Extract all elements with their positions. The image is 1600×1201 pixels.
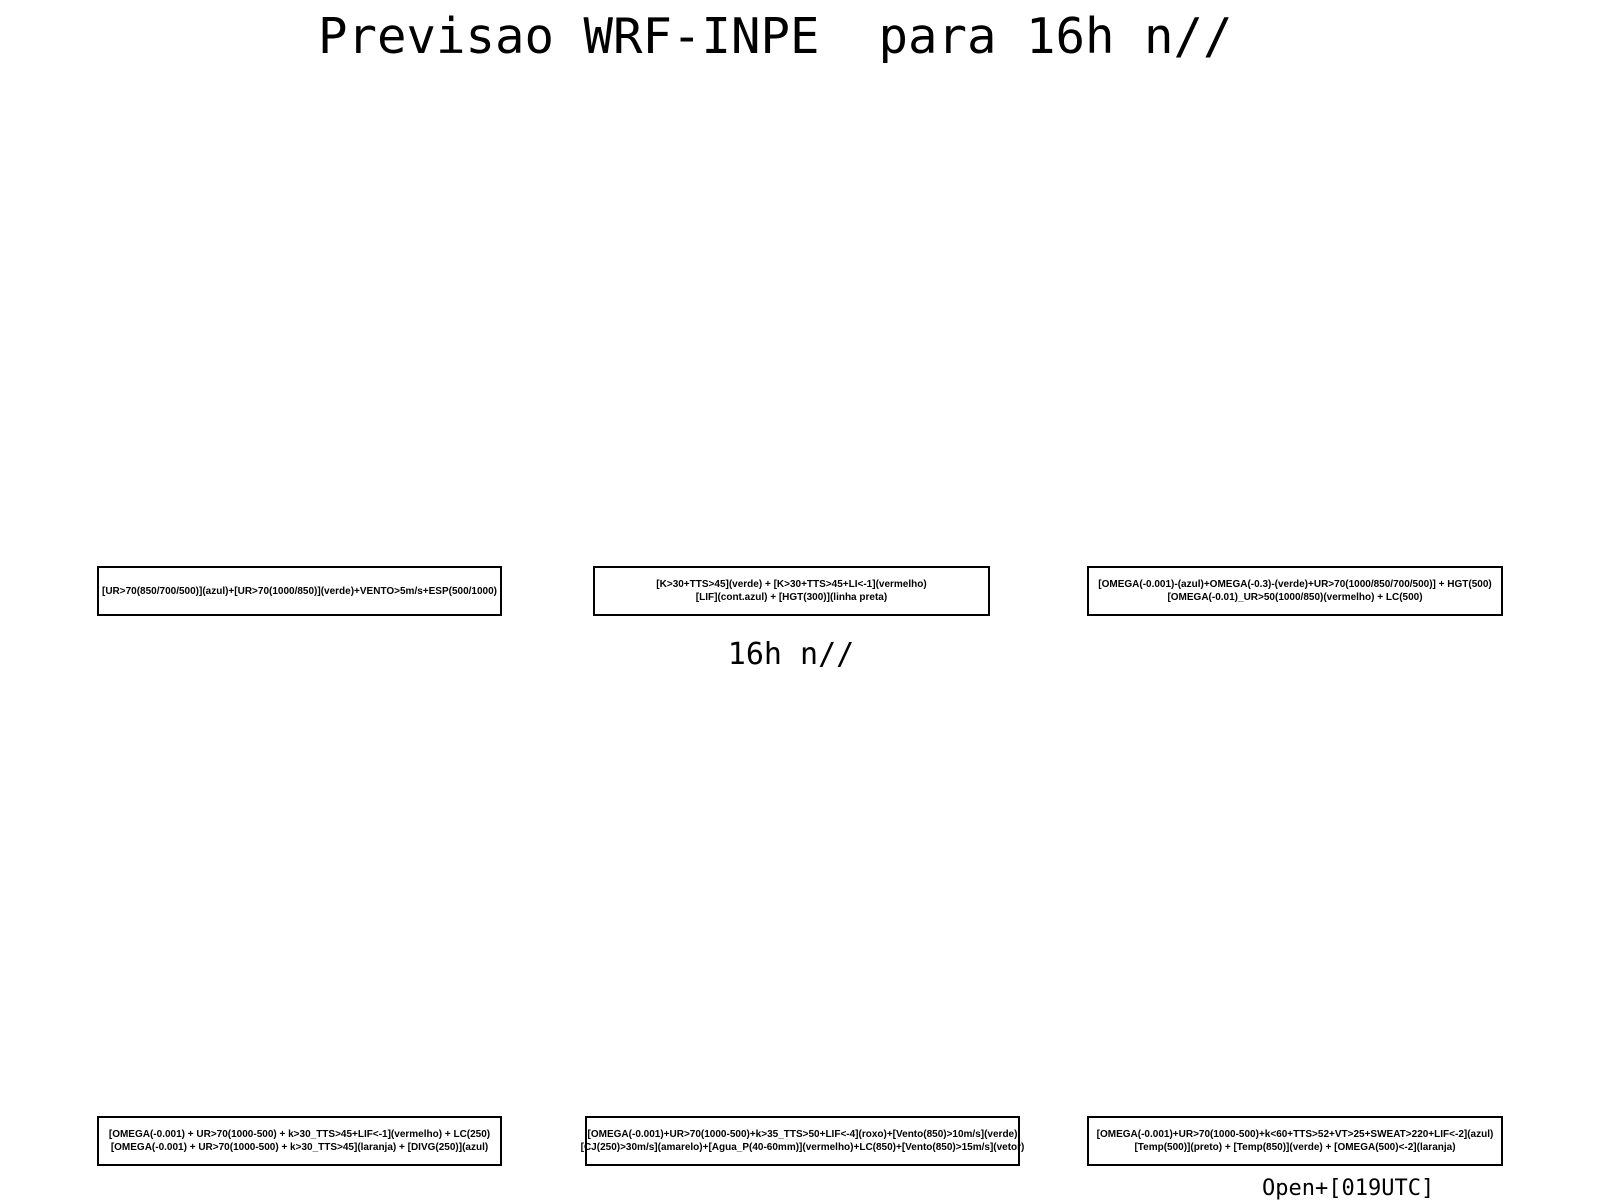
caption-line: [Temp(500)](preto) + [Temp(850)](verde) + [OMEGA(500)<-2](laranja) — [1134, 1142, 1456, 1153]
caption-line: [OMEGA(-0.001) + UR>70(1000-500) + k>30_TTS>45+LIF<-1](vermelho) + LC(250) — [108, 1129, 491, 1140]
caption-box-top-right — [1087, 566, 1503, 616]
caption-box-bottom-right — [1087, 1116, 1503, 1166]
run-time-label: Open+[019UTC] — [1262, 1176, 1435, 1201]
caption-box-bottom-center — [580, 1116, 1025, 1166]
page-title: Previsao WRF-INPE para 16h n// — [318, 8, 1233, 65]
caption-line: [CJ(250)>30m/s](amarelo)+[Agua_P(40-60mm)](vermelho)+LC(850)+[Vento(850)>15m/s](vetor) — [580, 1142, 1025, 1153]
caption-line: [OMEGA(-0.01)_UR>50(1000/850)(vermelho) + LC(500) — [1167, 592, 1423, 603]
caption-line: [OMEGA(-0.001)+UR>70(1000-500)+k<60+TTS>52+VT>25+SWEAT>220+LIF<-2](azul) — [1096, 1129, 1494, 1140]
caption-line: [OMEGA(-0.001)-(azul)+OMEGA(-0.3)-(verde)+UR>70(1000/850/700/500)] + HGT(500) — [1098, 579, 1492, 590]
caption-box-top-left — [97, 566, 502, 616]
forecast-hour-label: 16h n// — [727, 637, 855, 672]
caption-line: [LIF](cont.azul) + [HGT(300)](linha preta) — [695, 592, 888, 603]
caption-box-bottom-left — [97, 1116, 502, 1166]
caption-box-top-center — [593, 566, 990, 616]
caption-line: [K>30+TTS>45](verde) + [K>30+TTS>45+LI<-1](vermelho) — [656, 579, 927, 590]
caption-line: [OMEGA(-0.001) + UR>70(1000-500) + k>30_TTS>45](laranja) + [DIVG(250)](azul) — [110, 1142, 489, 1153]
caption-line: [UR>70(850/700/500)](azul)+[UR>70(1000/850)](verde)+VENTO>5m/s+ESP(500/1000) — [101, 585, 498, 597]
caption-line: [OMEGA(-0.001)+UR>70(1000-500)+k>35_TTS>50+LIF<-4](roxo)+[Vento(850)>10m/s](verde) — [587, 1129, 1018, 1140]
